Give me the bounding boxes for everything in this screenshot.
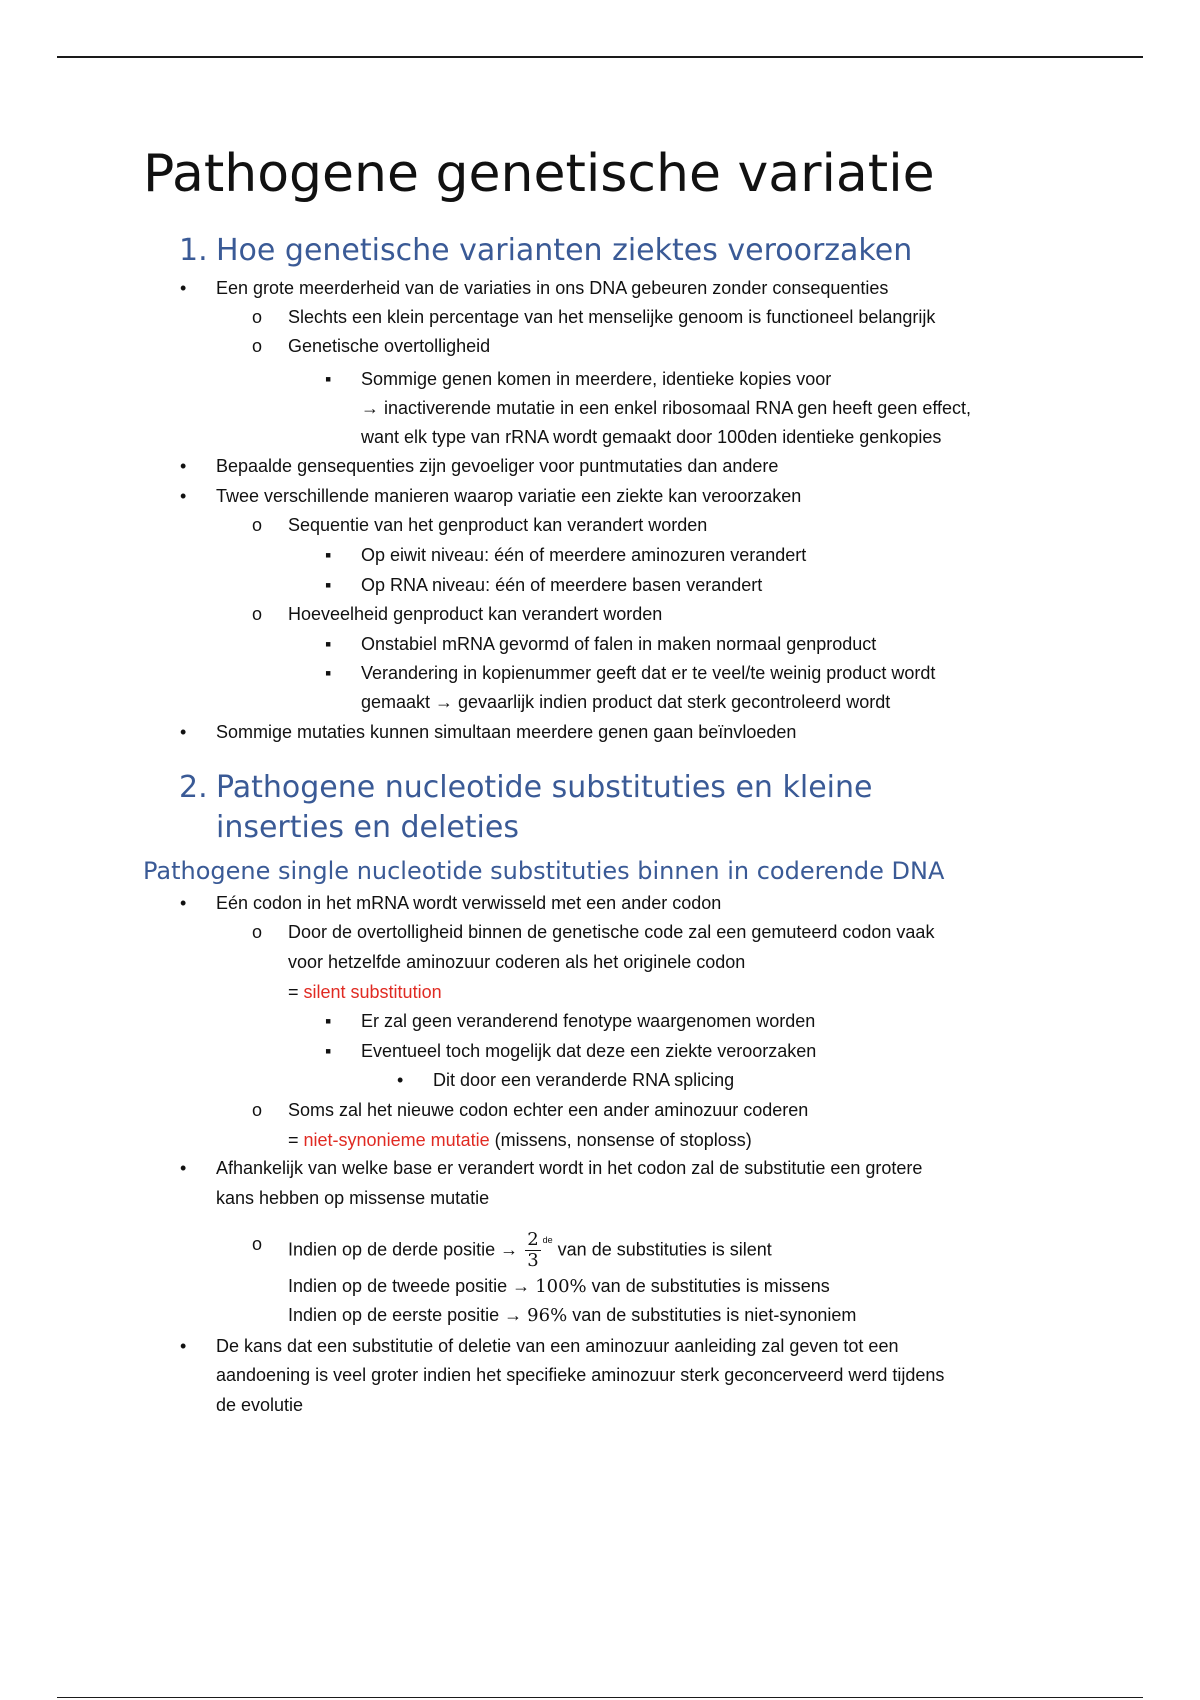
percent-value: 96% [527, 1305, 568, 1326]
list-item: ▪ Er zal geen veranderend fenotype waargenomen worden [325, 1011, 816, 1031]
subheading: Pathogene single nucleotide substituties binnen in coderende DNA [143, 857, 945, 885]
square-bullet-icon: ▪ [325, 575, 332, 595]
list-item: • Bepaalde gensequenties zijn gevoeliger voor puntmutaties dan andere [180, 456, 779, 476]
list-item: • Sommige mutaties kunnen simultaan meerdere genen gaan beïnvloeden [180, 722, 797, 742]
percent-value: 100% [535, 1276, 587, 1297]
silent-substitution-term: silent substitution [303, 982, 442, 1002]
disc-bullet-icon: • [397, 1070, 404, 1090]
list-item: ▪ Eventueel toch mogelijk dat deze een ziekte veroorzaken [325, 1041, 817, 1061]
list-item-continuation: = silent substitution [288, 982, 442, 1002]
list-item: ▪ Onstabiel mRNA gevormd of falen in maken normaal genproduct [325, 634, 877, 654]
circle-bullet-icon: o [252, 307, 263, 327]
page-title: Pathogene genetische variatie [143, 144, 935, 204]
section-2-number: 2. [179, 770, 208, 805]
list-item: ▪ Verandering in kopienummer geeft dat er te veel/te weinig product wordt [325, 663, 936, 683]
section-1-heading [179, 231, 913, 271]
disc-bullet-icon: • [180, 278, 187, 298]
list-item: • Dit door een veranderde RNA splicing [397, 1070, 735, 1090]
list-item: ▪ Op eiwit niveau: één of meerdere aminozuren verandert [325, 545, 807, 565]
list-item: • Eén codon in het mRNA wordt verwisseld met een ander codon [180, 893, 722, 913]
disc-bullet-icon: • [180, 486, 187, 506]
list-item-continuation: voor hetzelfde aminozuur coderen als het originele codon [288, 952, 746, 972]
footer-rule [57, 1697, 1143, 1698]
square-bullet-icon: ▪ [325, 634, 332, 654]
list-item-continuation: → inactiverende mutatie in een enkel ribosomaal RNA gen heeft geen effect, [361, 398, 972, 418]
square-bullet-icon: ▪ [325, 1011, 332, 1031]
list-item: ▪ Sommige genen komen in meerdere, identieke kopies voor [325, 369, 832, 389]
list-item: o Slechts een klein percentage van het menselijke genoom is functioneel belangrijk [252, 307, 936, 327]
square-bullet-icon: ▪ [325, 1041, 332, 1061]
disc-bullet-icon: • [180, 893, 187, 913]
circle-bullet-icon: o [252, 1234, 263, 1254]
circle-bullet-icon: o [252, 1100, 263, 1120]
header-rule [57, 56, 1143, 58]
section-2-heading [179, 768, 873, 848]
disc-bullet-icon: • [180, 722, 187, 742]
circle-bullet-icon: o [252, 922, 263, 942]
section-2-heading-line2: inserties en deleties [216, 810, 519, 845]
list-item: o Soms zal het nieuwe codon echter een ander aminozuur coderen [252, 1100, 809, 1120]
list-item-continuation: Indien op de tweede positie → 100% van de substituties is missens [288, 1276, 830, 1297]
list-item: o Hoeveelheid genproduct kan verandert worden [252, 604, 663, 624]
disc-bullet-icon: • [180, 456, 187, 476]
list-item: • Een grote meerderheid van de variaties in ons DNA gebeuren zonder consequenties [180, 278, 889, 298]
circle-bullet-icon: o [252, 604, 263, 624]
list-item: o Genetische overtolligheid [252, 336, 491, 356]
list-item-continuation: = niet-synonieme mutatie (missens, nonsense of stoploss) [288, 1130, 752, 1150]
section-1-heading-text: Hoe genetische varianten ziektes veroorzaken [216, 233, 913, 268]
niet-synonieme-mutatie-term: niet-synonieme mutatie [303, 1130, 490, 1150]
list-item: o Indien op de derde positie → $\frac{2}{3}$ $^{de}$ van de substituties is silent [252, 1229, 772, 1271]
square-bullet-icon: ▪ [325, 369, 332, 389]
section-2-heading-line1: Pathogene nucleotide substituties en kleine [216, 770, 873, 805]
list-item-continuation: want elk type van rRNA wordt gemaakt door 100den identieke genkopies [361, 427, 942, 447]
disc-bullet-icon: • [180, 1158, 187, 1178]
circle-bullet-icon: o [252, 336, 263, 356]
disc-bullet-icon: • [180, 1336, 187, 1356]
list-item: • Afhankelijk van welke base er verandert wordt in het codon zal de substitutie een grotere [180, 1158, 923, 1178]
list-item: o Sequentie van het genproduct kan verandert worden [252, 515, 708, 535]
list-item: • De kans dat een substitutie of deletie van een aminozuur aanleiding zal geven tot een [180, 1336, 899, 1356]
fraction-two-thirds: $\frac{2}{3}$ [527, 1229, 539, 1271]
circle-bullet-icon: o [252, 515, 263, 535]
list-item: o Door de overtolligheid binnen de genetische code zal een gemuteerd codon vaak [252, 922, 935, 942]
list-item-continuation: aandoening is veel groter indien het specifieke aminozuur sterk geconcerveerd werd tijdens [216, 1365, 945, 1385]
list-item-continuation: kans hebben op missense mutatie [216, 1188, 490, 1208]
list-item-continuation: gemaakt → gevaarlijk indien product dat sterk gecontroleerd wordt [361, 692, 891, 712]
list-item: • Twee verschillende manieren waarop variatie een ziekte kan veroorzaken [180, 486, 802, 506]
square-bullet-icon: ▪ [325, 545, 332, 565]
list-item-continuation: Indien op de eerste positie → 96% van de substituties is niet-synoniem [288, 1305, 857, 1326]
list-item: ▪ Op RNA niveau: één of meerdere basen verandert [325, 575, 763, 595]
section-1-number: 1. [179, 233, 208, 268]
list-item-continuation: de evolutie [216, 1395, 304, 1415]
square-bullet-icon: ▪ [325, 663, 332, 683]
